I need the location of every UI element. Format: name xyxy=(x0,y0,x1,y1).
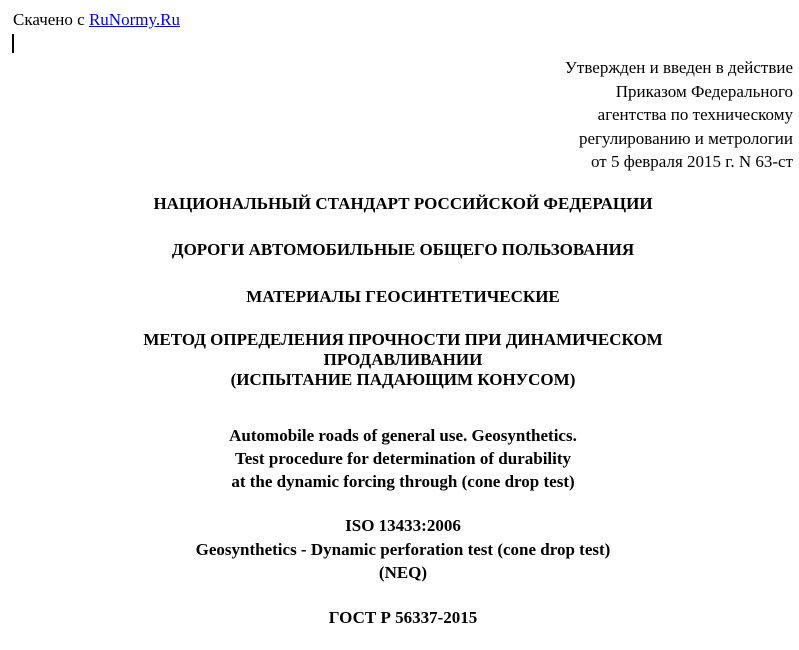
approval-block xyxy=(565,56,793,174)
gost-number: ГОСТ Р 56337-2015 xyxy=(328,608,478,627)
english-title-line: at the dynamic forcing through (cone drop test) xyxy=(231,472,575,491)
national-standard-heading: НАЦИОНАЛЬНЫЙ СТАНДАРТ РОССИЙСКОЙ ФЕДЕРАЦИИ xyxy=(153,194,653,213)
roads-heading: ДОРОГИ АВТОМОБИЛЬНЫЕ ОБЩЕГО ПОЛЬЗОВАНИЯ xyxy=(171,240,635,259)
method-heading-line: (ИСПЫТАНИЕ ПАДАЮЩИМ КОНУСОМ) xyxy=(230,370,576,389)
download-prefix: Скачено с xyxy=(13,10,89,29)
materials-heading: МАТЕРИАЛЫ ГЕОСИНТЕТИЧЕСКИЕ xyxy=(246,287,560,306)
method-heading-line: МЕТОД ОПРЕДЕЛЕНИЯ ПРОЧНОСТИ ПРИ ДИНАМИЧЕСКОМ xyxy=(143,330,663,349)
runormy-link[interactable]: RuNormy.Ru xyxy=(88,10,180,29)
approval-line: регулированию и метрологии xyxy=(578,128,793,148)
iso-number: ISO 13433:2006 xyxy=(345,516,461,535)
approval-line: Приказом Федерального xyxy=(615,81,793,101)
approval-line: от 5 февраля 2015 г. N 63-ст xyxy=(590,152,793,171)
method-heading xyxy=(0,330,799,390)
download-source-line xyxy=(13,10,180,30)
iso-title: Geosynthetics - Dynamic perforation test (cone drop test) xyxy=(195,539,611,559)
iso-degree: (NEQ) xyxy=(378,563,428,582)
english-title-line: Test procedure for determination of durability xyxy=(234,449,572,468)
english-title xyxy=(0,424,799,493)
method-heading-line: ПРОДАВЛИВАНИИ xyxy=(323,350,483,369)
iso-reference xyxy=(0,514,799,585)
text-cursor xyxy=(12,34,14,53)
approval-line: Утвержден и введен в действие xyxy=(564,58,793,77)
approval-line: агентства по техническому xyxy=(597,105,793,124)
english-title-line: Automobile roads of general use. Geosynthetics. xyxy=(229,426,577,445)
